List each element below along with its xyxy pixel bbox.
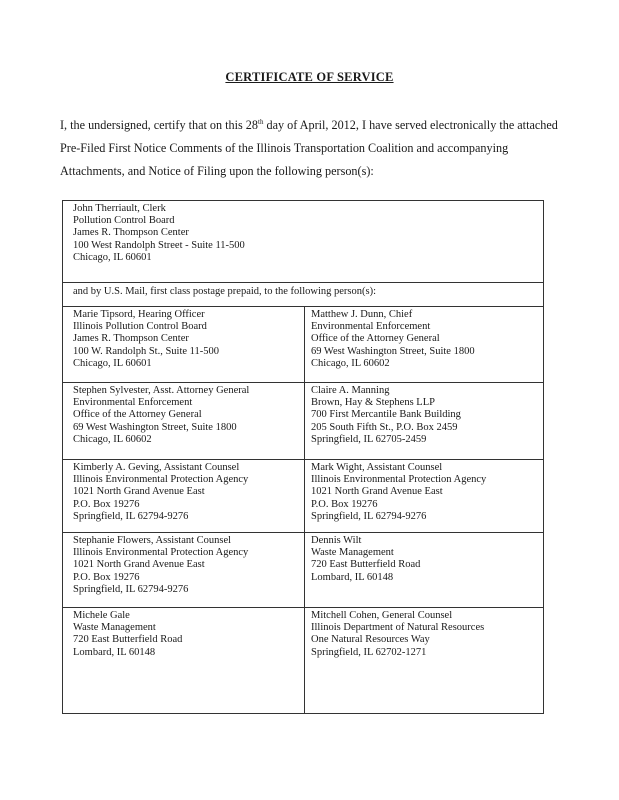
recipient-line: Claire A. Manning [311,385,390,396]
recipient-line: 100 W. Randolph St., Suite 11-500 [73,345,220,357]
recipient-line: Dennis Wilt [311,535,362,546]
recipient-line: Mark Wight, Assistant Counsel [311,462,443,473]
recipient-line: Marie Tipsord, Hearing Officer [73,309,205,320]
recipient-line: Office of the Attorney General [311,333,440,345]
recipient-line: P.O. Box 19276 [73,498,140,510]
recipient-line: Mitchell Cohen, General Counsel [311,610,453,621]
recipient-line: Illinois Environmental Protection Agency [73,547,249,559]
recipient-line: 1021 North Grand Avenue East [73,486,205,498]
recipient-line: 720 East Butterfield Road [73,634,183,646]
recipient-block [63,533,305,608]
recipient-line: Environmental Enforcement [311,321,431,333]
recipient-block [63,307,305,383]
recipient-line: Waste Management [311,547,394,559]
recipient-line: Springfield, IL 62702-1271 [311,646,427,658]
recipient-line: Stephanie Flowers, Assistant Counsel [73,535,232,546]
recipient-line: Environmental Enforcement [73,397,193,409]
recipient-line: 205 South Fifth St., P.O. Box 2459 [311,421,458,433]
recipient-line: 700 First Mercantile Bank Building [311,409,461,421]
recipient-line: Illinois Environmental Protection Agency [311,474,487,486]
document-title: CERTIFICATE OF SERVICE [225,70,394,84]
recipient-line: Chicago, IL 60602 [311,357,390,369]
recipient-line: 720 East Butterfield Road [311,559,421,571]
recipient-block [63,608,305,713]
intro-text-end: day of April, 2012, I have served electronically the attached Pre-Filed First Notice Comments of the Illinois Transportation Coalition and accompanying Attachments, and Notice of Filing upon the following person(s): [60,118,558,178]
mail-service-note: and by U.S. Mail, first class postage prepaid, to the following person(s): [63,283,543,307]
recipient-line: Illinois Environmental Protection Agency [73,474,249,486]
clerk-building: James R. Thompson Center [73,227,189,239]
recipient-line: 1021 North Grand Avenue East [311,486,443,498]
service-list-table [62,200,544,714]
recipient-block [305,307,543,383]
recipient-line: Springfield, IL 62794-9276 [73,510,189,522]
recipient-block [63,383,305,460]
recipient-line: Illinois Department of Natural Resources [311,622,485,634]
ordinal-suffix: th [258,118,264,126]
recipient-line: Illinois Pollution Control Board [73,321,207,333]
certification-paragraph [60,114,560,183]
clerk-city: Chicago, IL 60601 [73,251,152,263]
recipient-line: Chicago, IL 60601 [73,357,152,369]
recipient-line: One Natural Resources Way [311,634,430,646]
recipient-line: Springfield, IL 62705-2459 [311,433,427,445]
recipient-block [63,460,305,533]
recipient-block [305,608,543,713]
clerk-organization: Pollution Control Board [73,215,175,227]
clerk-name: John Therriault, Clerk [73,203,166,214]
recipient-line: James R. Thompson Center [73,333,189,345]
recipient-line: 69 West Washington Street, Suite 1800 [311,345,475,357]
recipient-line: Stephen Sylvester, Asst. Attorney General [73,385,250,396]
recipient-line: Springfield, IL 62794-9276 [311,510,427,522]
recipient-line: Kimberly A. Geving, Assistant Counsel [73,462,240,473]
intro-text-start: I, the undersigned, certify that on this 28 [60,118,258,132]
recipient-line: Springfield, IL 62794-9276 [73,583,189,595]
recipient-line: Brown, Hay & Stephens LLP [311,397,435,409]
recipient-line: Matthew J. Dunn, Chief [311,309,413,320]
recipient-block [305,460,543,533]
recipient-grid [63,307,543,713]
recipient-line: Office of the Attorney General [73,409,202,421]
recipient-line: Lombard, IL 60148 [311,571,394,583]
recipient-line: Lombard, IL 60148 [73,646,156,658]
clerk-street: 100 West Randolph Street - Suite 11-500 [73,239,245,251]
recipient-line: 69 West Washington Street, Suite 1800 [73,421,237,433]
recipient-line: Chicago, IL 60602 [73,433,152,445]
clerk-address-block [63,201,543,283]
recipient-line: 1021 North Grand Avenue East [73,559,205,571]
recipient-line: Waste Management [73,622,156,634]
recipient-block [305,533,543,608]
recipient-line: P.O. Box 19276 [311,498,378,510]
recipient-line: P.O. Box 19276 [73,571,140,583]
recipient-line: Michele Gale [73,610,130,621]
recipient-block [305,383,543,460]
